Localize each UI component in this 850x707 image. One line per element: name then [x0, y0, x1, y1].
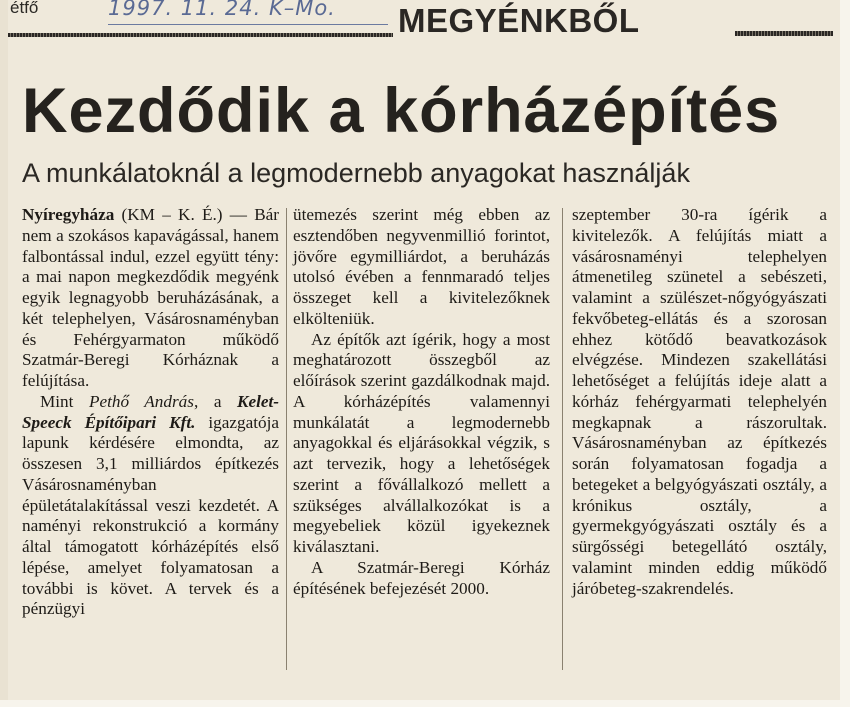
paragraph-4: Az építők azt ígérik, hogy a most meghatározott összegből az előírások szerint gazdálkodnak majd. A kórházépítés valamennyi munkálatát a legmodernebb anyagokkal és eljárásokkal végzik, s azt tervezik, hogy a lehetőségek szerint a fővállalkozó mellett a szükséges alvállalkozókat is a megyebeliek közül igyekeznek kiválasztani.	[293, 329, 550, 556]
article-column-3	[572, 205, 827, 599]
article-column-2	[293, 205, 550, 599]
header-rule-right	[735, 31, 833, 36]
paragraph-5: A Szatmár-Beregi Kórház építésének befejezését 2000.	[293, 557, 550, 598]
paragraph-6: szeptember 30-ra ígérik a kivitelezők. A felújítás miatt a vásárosnaményi telephelyen átmenetileg szünetel a sebészeti, valamint a szülészet-nőgyógyászati fekvőbeteg-ellátás és a szorosan ehhez kötődő beavatkozások elvégzése. Mindezen szakellátási lehetőséget a felújítás ideje alatt a kórház fehérgyarmati telephelyén megkapnak a rászorultak. Vásárosnaményban az építkezés során folyamatosan fogadja a betegeket a belgyógyászati osztály, a krónikus osztály, a gyermekgyógyászati osztály és a sürgősségi betegellátó osztály, valamint minden eddig működő járóbeteg-szakrendelés.	[572, 205, 827, 598]
section-label: MEGYÉNKBŐL	[398, 2, 640, 39]
company-name: Kelet-Speeck Építőipari Kft.	[22, 391, 279, 432]
article-column-1	[22, 205, 279, 620]
text-run: , a	[193, 391, 237, 411]
paragraph-3: ütemezés szerint még ebben az esztendőben negyvenmillió forintot, jövőre egymilliárdot, a beruházás utolsó évében a fennmaradó teljes összeget kell a kivitelezőknek elkölteniük.	[293, 205, 550, 328]
page-bottom-edge	[0, 700, 850, 707]
handwritten-underline	[108, 24, 388, 25]
dateline-place: Nyíregyháza	[22, 205, 115, 224]
dateline-source: (KM – K. É.) —	[121, 205, 247, 224]
article-subheadline: A munkálatoknál a legmodernebb anyagokat használják	[22, 158, 690, 188]
lead-text: Bár nem a szokásos kapavágással, hanem falbontással indul, ezzel együtt tény: a mai napon megkezdődik megyénk egyik legnagyobb beruházásának, a két telephelyen, Vásárosnaményban és Fehérgyarmaton működő Szatmár-Beregi Kórháznak a felújítása.	[22, 205, 280, 390]
handwritten-date-note: 1997. 11. 24. K–Mo.	[108, 0, 336, 20]
text-run: Mint	[40, 391, 89, 411]
text-run: igazgatója lapunk kérdésére elmondta, az összesen 3,1 milliárdos építkezés Vásárosnaményban épületátalakítással veszi kezdetét. A naményi rekonstrukció a kormány által támogatott kórházépítés első lépése, amelyet folyamatosan a további is követ. A tervek és a pénzügyi	[22, 412, 279, 619]
paragraph-2	[22, 392, 279, 620]
page-margin	[840, 0, 850, 707]
column-divider-2	[562, 208, 563, 670]
column-divider-1	[286, 208, 287, 670]
weekday-fragment: étfő	[10, 0, 39, 17]
person-name: Pethő András	[88, 391, 194, 411]
paragraph-lead	[22, 205, 279, 392]
header-rule-left	[8, 33, 393, 37]
article-headline: Kezdődik a kórházépítés	[22, 76, 781, 146]
